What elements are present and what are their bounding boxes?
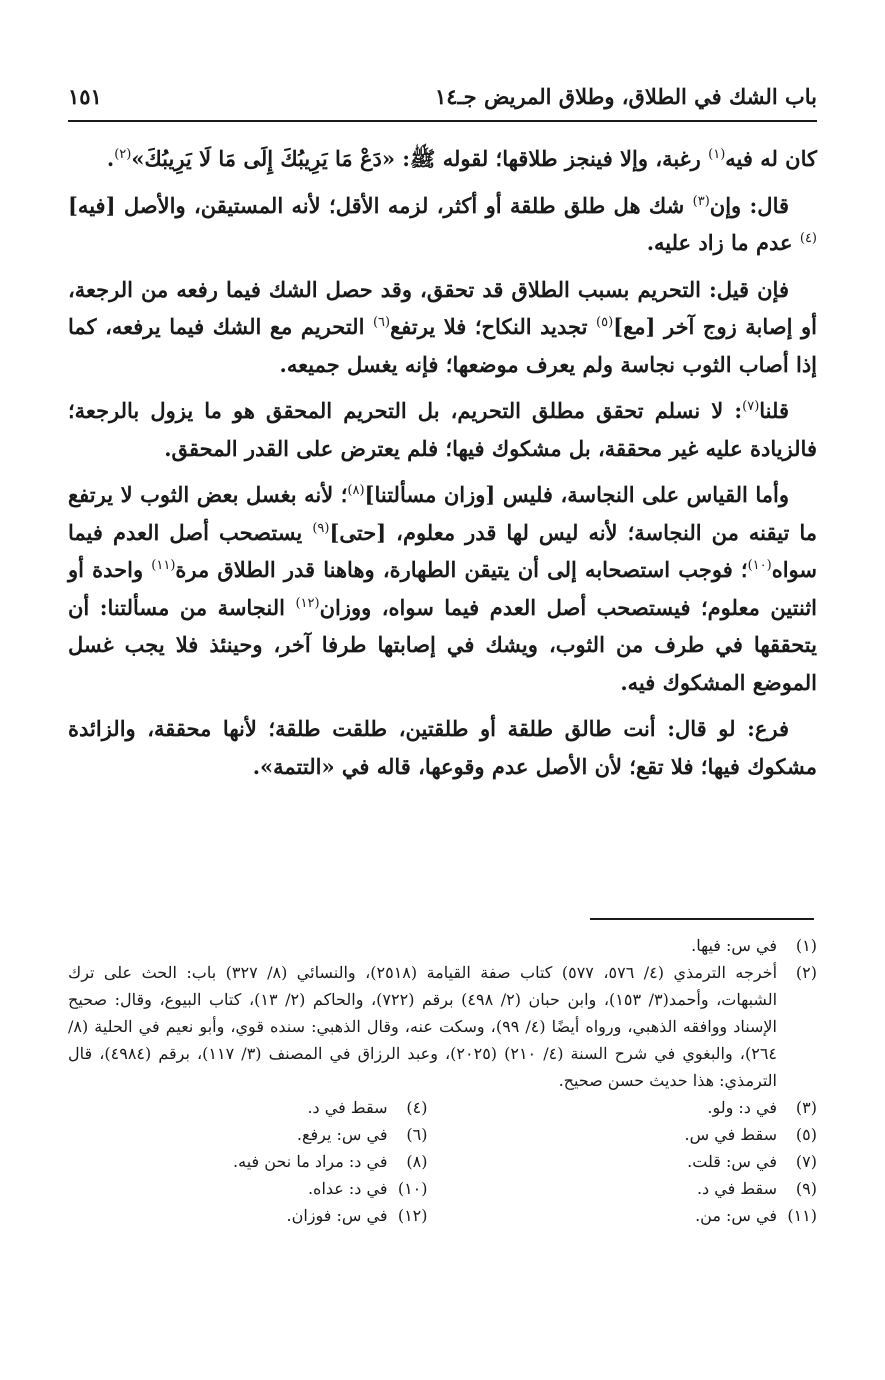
footnote-1 bbox=[68, 932, 817, 959]
footnote-2 bbox=[68, 959, 817, 1094]
footnote-text: في س: من. bbox=[695, 1206, 777, 1225]
footnote-number: (١٢) bbox=[397, 1206, 428, 1225]
main-text bbox=[68, 140, 817, 794]
footnote-number: (٤) bbox=[406, 1098, 428, 1117]
text-run: التحريم مع الشك فيما يرفعه، كما إذا أصاب الثوب نجاسة ولم يعرف موضعها؛ فإنه يغسل جميعه. bbox=[68, 314, 817, 377]
paragraph-1 bbox=[68, 140, 817, 178]
footnote-ref-12: (١٢) bbox=[295, 595, 320, 611]
text-run: كان له فيه bbox=[725, 146, 817, 171]
paragraph-3 bbox=[68, 271, 817, 384]
text-run: رغبة، وإلا فينجز طلاقها؛ لقوله ﷺ: «دَعْ مَا يَرِيبُكَ إِلَى مَا لَا يَرِيبُكَ» bbox=[131, 146, 709, 171]
footnote-grid bbox=[68, 1094, 817, 1229]
footnote-ref-1: (١) bbox=[708, 147, 726, 162]
footnote-12 bbox=[68, 1202, 428, 1229]
text-run: شك هل طلق طلقة أو أكثر، لزمه الأقل؛ لأنه المستيقن، والأصل [فيه] bbox=[68, 192, 693, 218]
footnote-ref-3: (٣) bbox=[692, 193, 710, 209]
footnote-5 bbox=[458, 1121, 818, 1148]
text-run: النجاسة من مسألتنا: أن يتحققها في طرف من الثوب، ويشك في إصابتها طرفا آخر، وحينئذ فلا يجب غسل الموضع المشكوك فيه. bbox=[68, 594, 817, 695]
footnote-9 bbox=[458, 1175, 818, 1202]
footnote-text: في د: ولو. bbox=[707, 1098, 777, 1117]
footnote-number: (٥) bbox=[795, 1125, 817, 1144]
footnote-ref-7: (٧) bbox=[742, 399, 760, 414]
footnote-number: (١١) bbox=[787, 1206, 817, 1225]
paragraph-5 bbox=[68, 476, 817, 701]
footnote-number: (٨) bbox=[406, 1152, 428, 1171]
text-run: ؛ لأنه بغسل بعض الثوب لا يرتفع ما تيقنه من النجاسة؛ لأنه ليس لها قدر معلوم، [حتى] bbox=[68, 482, 817, 545]
footnote-10 bbox=[68, 1175, 428, 1202]
text-run: قال: وإن bbox=[709, 192, 790, 218]
footnote-6 bbox=[68, 1121, 428, 1148]
footnote-text: أخرجه الترمذي (٤/ ٥٧٦، ٥٧٧) كتاب صفة القيامة (٢٥١٨)، والنسائي (٨/ ٣٢٧) باب: الحث على ترك الشبهات، وأحمد(٣/ ١٥٣)، وابن حبان (٢/ ٤٩٨) برقم (٧٢٢)، والحاكم (٢/ ١٣)، كتاب البيوع، وقال: صحيح الإسناد ووافقه الذهبي، ورواه أيضًا (٤/ ٩٩)، وسكت عنه، وقال الذهبي: سنده قوي، وأبو نعيم في الحلية (٨/ ٢٦٤)، والبغوي في شرح السنة (٤/ ٢١٠) (٢٠٢٥)، وعبد الرزاق في المصنف (٣/ ١١٧)، برقم (٤٩٨٤)، قال الترمذي: هذا حديث حسن صحيح. bbox=[68, 963, 778, 1090]
footnote-ref-11: (١١) bbox=[151, 558, 176, 573]
footnote-4 bbox=[68, 1094, 428, 1121]
footnote-ref-6: (٦) bbox=[372, 315, 391, 330]
paragraph-6: فرع: لو قال: أنت طالق طلقة أو طلقتين، طلقت طلقة؛ لأنها محققة، والزائدة مشكوك فيها؛ فلا تقع؛ لأن الأصل عدم وقوعها، قاله في «التتمة». bbox=[68, 716, 817, 779]
footnote-text: سقط في د. bbox=[696, 1179, 777, 1198]
footnote-ref-2: (٢) bbox=[114, 147, 132, 162]
footnote-number: (٩) bbox=[795, 1179, 817, 1198]
footnote-number: (٦) bbox=[406, 1125, 428, 1144]
footnote-8 bbox=[68, 1148, 428, 1175]
running-header bbox=[68, 80, 817, 122]
text-run: وأما القياس على النجاسة، فليس [وزان مسألتنا] bbox=[364, 482, 789, 507]
footnote-ref-9: (٩) bbox=[312, 520, 330, 536]
text-run: قلنا bbox=[759, 398, 789, 423]
footnote-number: (٢) bbox=[795, 963, 817, 982]
text-run: عدم ما زاد عليه. bbox=[646, 230, 800, 255]
footnote-text: في د: مراد ما نحن فيه. bbox=[233, 1152, 388, 1171]
text-run: . bbox=[106, 146, 115, 171]
text-run: : لا نسلم تحقق مطلق التحريم، بل التحريم المحقق هو ما يزول بالرجعة؛ فالزيادة عليه غير محققة، بل مشكوك فيها؛ فلم يعترض على القدر المحقق. bbox=[68, 398, 817, 461]
footnote-text: سقط في س. bbox=[684, 1125, 777, 1144]
paragraph-4 bbox=[68, 392, 817, 467]
text-run: يستصحب أصل العدم فيما سواه bbox=[68, 519, 817, 582]
footnote-ref-8: (٨) bbox=[347, 483, 365, 498]
footnote-ref-5: (٥) bbox=[596, 315, 614, 330]
footnote-separator bbox=[590, 918, 814, 920]
text-run: ؛ فوجب استصحابه إلى أن يتيقن الطهارة، وهاهنا قدر الطلاق مرة bbox=[175, 557, 748, 582]
footnote-number: (٧) bbox=[795, 1152, 817, 1171]
footnote-ref-4: (٤) bbox=[799, 231, 817, 246]
text-run: فإن قيل: التحريم بسبب الطلاق قد تحقق، وقد حصل الشك فيما رفعه من الرجعة، أو إصابة زوج آخر [مع] bbox=[68, 276, 817, 339]
footnote-text: في س: فيها. bbox=[691, 936, 777, 955]
header-title: باب الشك في الطلاق، وطلاق المريض جـ١٤ bbox=[434, 84, 817, 109]
footnote-11 bbox=[458, 1202, 818, 1229]
text-run: واحدة أو اثنتين معلوم؛ فيستصحب أصل العدم فيما سواه، ووزان bbox=[68, 557, 818, 620]
footnotes bbox=[68, 932, 817, 1229]
footnote-text: في د: عداه. bbox=[307, 1179, 388, 1198]
footnote-text: في س: يرفع. bbox=[296, 1125, 388, 1144]
footnote-text: في س: قلت. bbox=[687, 1152, 777, 1171]
footnote-number: (١٠) bbox=[397, 1179, 428, 1198]
footnote-3 bbox=[458, 1094, 818, 1121]
paragraph-2 bbox=[68, 187, 817, 262]
footnote-ref-10: (١٠) bbox=[747, 558, 772, 573]
page-number: ١٥١ bbox=[68, 84, 102, 109]
footnote-text: في س: فوزان. bbox=[286, 1206, 388, 1225]
footnote-number: (٣) bbox=[795, 1098, 817, 1117]
footnote-number: (١) bbox=[795, 936, 817, 955]
footnote-7 bbox=[458, 1148, 818, 1175]
text-run: تجديد النكاح؛ فلا يرتفع bbox=[390, 314, 596, 339]
footnote-text: سقط في د. bbox=[307, 1098, 388, 1117]
